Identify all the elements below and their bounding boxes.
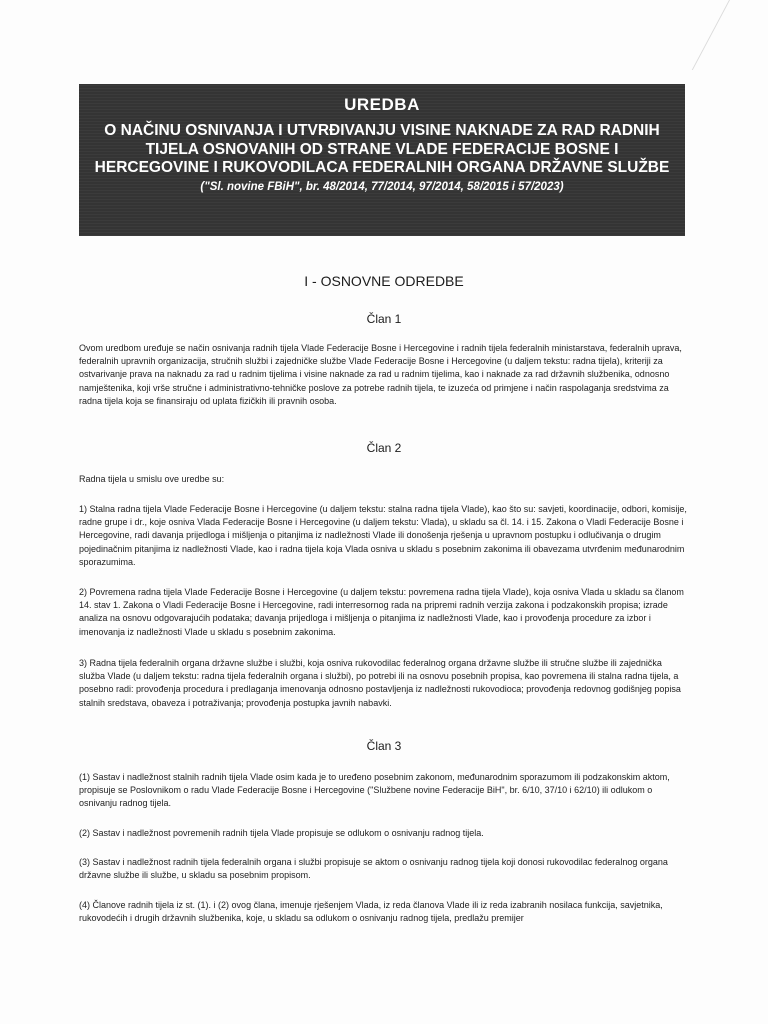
article-heading-2: Član 2: [366, 441, 402, 455]
article-heading-3: Član 3: [366, 739, 402, 753]
title-banner: [79, 84, 685, 236]
article-3-paragraph-1: (1) Sastav i nadležnost stalnih radnih tijela Vlade osim kada je to uređeno posebnim zakonom, međunarodnim sporazumom ili podzakonskim aktom, propisuje se Poslovnikom o radu Vlade Federacije Bosne i Hercegovine ("Službene novine Federacije BiH", br. 6/10, 37/10 i 62/10) ili odlukom o osnivanju radnog tijela.: [79, 772, 670, 809]
article-2-paragraph-2: 1) Stalna radna tijela Vlade Federacije Bosne i Hercegovine (u daljem tekstu: stalna radna tijela Vlade), kao što su: savjeti, koordinacije, odbori, komisije, radne grupe i dr., koje osniva Vlada Federacije Bosne i Hercegovine (u daljem tekstu: Vlada), u skladu sa čl. 14. i 15. Zakona o Vladi Federacije Bosne i Hercegovine, radi davanja prijedloga i mišljenja o pitanjima iz nadležnosti Vlade ili donošenja rješenja u upravnom postupku i odlučivanja o drugim pojedinačnim pitanjima iz nadležnosti Vlade, kao i radna tijela koja Vlada osniva u skladu s posebnim zakonima ili obavezama utvrđenim međunarodnim sporazumima.: [79, 504, 687, 567]
document-subtitle: O NAČINU OSNIVANJA I UTVRĐIVANJU VISINE NAKNADE ZA RAD RADNIH TIJELA OSNOVANIH OD STRANE VLADE FEDERACIJE BOSNE I HERCEGOVINE I RUKOVODILACA FEDERALNIH ORGANA DRŽAVNE SLUŽBE: [94, 122, 670, 176]
page-edge: [692, 0, 768, 70]
document-source: ("Sl. novine FBiH", br. 48/2014, 77/2014, 97/2014, 58/2015 i 57/2023): [200, 180, 564, 193]
article-2-paragraph-3: 2) Povremena radna tijela Vlade Federacije Bosne i Hercegovine (u daljem tekstu: povremena radna tijela Vlade), koja osniva Vlada u skladu sa članom 14. stav 1. Zakona o Vladi Federacije Bosne i Hercegovine, radi interresornog rada na pripremi radnih verzija zakona i podzakonskih propisa; izrade analiza na osnovu odgovarajućih podataka; davanja prijedloga i mišljenja o pitanjima iz nadležnosti Vlade, kao i provođenja procedure za izbor i imenovanja iz nadležnosti Vlade u skladu s posebnim zakonima.: [79, 587, 684, 637]
article-3-paragraph-4: (4) Članove radnih tijela iz st. (1). i (2) ovog člana, imenuje rješenjem Vlada, iz reda članova Vlade ili iz reda izabranih nosilaca funkcija, savjetnika, rukovodećih i drugih državnih službenika, koje, u skladu sa odlukom o osnivanju radnog tijela, predlažu premijer: [79, 900, 663, 924]
article-2-paragraph-1: Radna tijela u smislu ove uredbe su:: [79, 474, 225, 484]
document-title: UREDBA: [344, 95, 420, 114]
article-heading-1: Član 1: [366, 312, 402, 326]
section-title: I - OSNOVNE ODREDBE: [304, 273, 464, 289]
article-2-paragraph-4: 3) Radna tijela federalnih organa državne službe i službi, koja osniva rukovodilac federalnog organa državne službe ili stručne službe ili zajednička služba Vlade (u daljem tekstu: radna tijela federalnih organa i službi), po potrebi ili na osnovu posebnih propisa, kao povremena ili stalna radna tijela, a posebno radi: provođenja procedura i predlaganja imenovanja odnosno postavljenja iz nadležnosti rukovodioca; provođenja redovnog godišnjeg popisa stalnih sredstava, obaveza i potraživanja; provođenja postupka javnih nabavki.: [79, 658, 681, 708]
article-1-paragraph-1: Ovom uredbom uređuje se način osnivanja radnih tijela Vlade Federacije Bosne i Hercegovine i radnih tijela federalnih ministarstava, federalnih uprava, federalnih upravnih organizacija, stručnih službi i zajedničke službe Vlade Federacije Bosne i Hercegovine (u daljem tekstu: radna tijela), kriteriji za ostvarivanje prava na naknadu za rad u radnim tijelima i visine naknade za rad u radnim tijelima, kao i naknade za rad državnih službenika, odnosno namještenika, koji vrše stručne i administrativno-tehničke poslove za potrebe radnih tijela, te izuzeća od primjene i način raspolaganja sredstvima za radna tijela koja se finansiraju od uplata fizičkih ili pravnih osoba.: [79, 343, 682, 406]
article-3-paragraph-3: (3) Sastav i nadležnost radnih tijela federalnih organa i službi propisuje se aktom o osnivanju radnog tijela koji donosi rukovodilac federalnog organa državne službe ili službe, u skladu sa posebnim propisom.: [79, 857, 668, 881]
article-3-paragraph-2: (2) Sastav i nadležnost povremenih radnih tijela Vlade propisuje se odlukom o osnivanju radnog tijela.: [79, 828, 484, 838]
